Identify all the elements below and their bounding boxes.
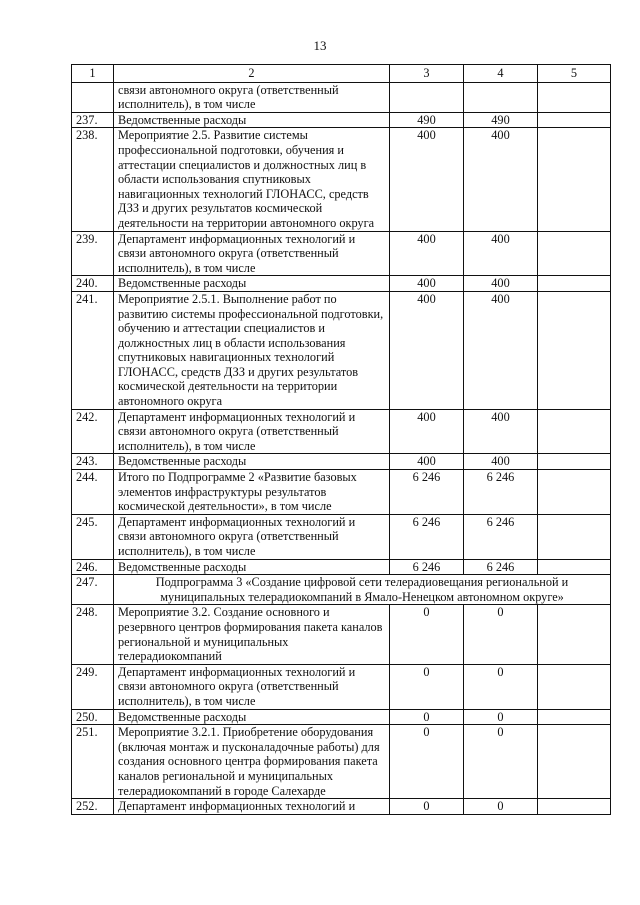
amount-col-3: 400 <box>390 128 464 231</box>
amount-col-4: 0 <box>464 725 538 799</box>
amount-col-5 <box>538 276 611 292</box>
table-row <box>72 605 611 664</box>
table-row <box>72 559 611 575</box>
row-description: Департамент информационных технологий и связи автономного округа (ответственный исполнитель), в том числе <box>114 231 390 276</box>
row-description: Департамент информационных технологий и <box>114 799 390 815</box>
table-row <box>72 276 611 292</box>
amount-col-5 <box>538 470 611 515</box>
amount-col-3 <box>390 82 464 112</box>
table-row <box>72 514 611 559</box>
amount-col-5 <box>538 799 611 815</box>
amount-col-3: 400 <box>390 276 464 292</box>
amount-col-5 <box>538 454 611 470</box>
table-row <box>72 454 611 470</box>
amount-col-3: 0 <box>390 664 464 709</box>
row-number: 242. <box>72 409 114 454</box>
row-description: Департамент информационных технологий и связи автономного округа (ответственный исполнитель), в том числе <box>114 664 390 709</box>
row-number <box>72 82 114 112</box>
amount-col-5 <box>538 409 611 454</box>
column-header-5: 5 <box>538 65 611 83</box>
amount-col-4: 0 <box>464 664 538 709</box>
row-description: Мероприятие 3.2. Создание основного и резервного центров формирования пакета каналов региональной и муниципальных телерадиокомпаний <box>114 605 390 664</box>
amount-col-4: 490 <box>464 112 538 128</box>
row-description: Мероприятие 2.5. Развитие системы профессиональной подготовки, обучения и аттестации специалистов и должностных лиц в области использования спутниковых навигационных технологий ГЛОНАСС, средств ДЗЗ и других результатов космической деятельности на территории автономного округа <box>114 128 390 231</box>
row-number: 247. <box>72 575 114 605</box>
row-number: 245. <box>72 514 114 559</box>
subprogram-heading: Подпрограмма 3 «Создание цифровой сети телерадиовещания региональной и муниципальных телерадиокомпаний в Ямало-Ненецком автономном округе» <box>114 575 611 605</box>
amount-col-4: 6 246 <box>464 514 538 559</box>
amount-col-4: 0 <box>464 709 538 725</box>
amount-col-4: 0 <box>464 799 538 815</box>
row-description: Ведомственные расходы <box>114 454 390 470</box>
amount-col-4 <box>464 82 538 112</box>
row-number: 244. <box>72 470 114 515</box>
amount-col-5 <box>538 112 611 128</box>
amount-col-3: 400 <box>390 454 464 470</box>
amount-col-4: 400 <box>464 128 538 231</box>
row-number: 243. <box>72 454 114 470</box>
row-number: 246. <box>72 559 114 575</box>
row-description: Мероприятие 3.2.1. Приобретение оборудования (включая монтаж и пусконаладочные работы) для создания основного центра формирования пакета каналов региональной и муниципальных телерадиокомпаний в городе Салехарде <box>114 725 390 799</box>
row-number: 248. <box>72 605 114 664</box>
amount-col-3: 6 246 <box>390 559 464 575</box>
amount-col-4: 400 <box>464 409 538 454</box>
amount-col-5 <box>538 82 611 112</box>
row-description: Ведомственные расходы <box>114 559 390 575</box>
table-row <box>72 664 611 709</box>
row-number: 241. <box>72 291 114 409</box>
amount-col-3: 400 <box>390 231 464 276</box>
amount-col-5 <box>538 664 611 709</box>
page-number: 13 <box>313 38 327 53</box>
budget-table <box>71 64 611 815</box>
amount-col-4: 400 <box>464 291 538 409</box>
amount-col-3: 400 <box>390 291 464 409</box>
amount-col-3: 0 <box>390 605 464 664</box>
amount-col-5 <box>538 709 611 725</box>
table-header-row <box>72 65 611 83</box>
table-row <box>72 128 611 231</box>
amount-col-3: 400 <box>390 409 464 454</box>
amount-col-4: 0 <box>464 605 538 664</box>
amount-col-3: 6 246 <box>390 514 464 559</box>
amount-col-5 <box>538 128 611 231</box>
column-header-1: 1 <box>72 65 114 83</box>
row-number: 239. <box>72 231 114 276</box>
table-row <box>72 725 611 799</box>
row-description: Ведомственные расходы <box>114 276 390 292</box>
amount-col-5 <box>538 231 611 276</box>
table-row <box>72 82 611 112</box>
row-description: Департамент информационных технологий и связи автономного округа (ответственный исполнитель), в том числе <box>114 409 390 454</box>
amount-col-3: 0 <box>390 799 464 815</box>
row-description: Итого по Подпрограмме 2 «Развитие базовых элементов инфраструктуры результатов космической деятельности», в том числе <box>114 470 390 515</box>
row-number: 251. <box>72 725 114 799</box>
row-description: Ведомственные расходы <box>114 709 390 725</box>
column-header-3: 3 <box>390 65 464 83</box>
table-row <box>72 799 611 815</box>
row-number: 237. <box>72 112 114 128</box>
amount-col-3: 0 <box>390 725 464 799</box>
amount-col-4: 400 <box>464 454 538 470</box>
amount-col-4: 400 <box>464 231 538 276</box>
table-row <box>72 409 611 454</box>
row-number: 240. <box>72 276 114 292</box>
row-number: 250. <box>72 709 114 725</box>
row-number: 238. <box>72 128 114 231</box>
row-description: Департамент информационных технологий и связи автономного округа (ответственный исполнитель), в том числе <box>114 514 390 559</box>
table-row <box>72 112 611 128</box>
amount-col-3: 6 246 <box>390 470 464 515</box>
table-row <box>72 575 611 605</box>
row-number: 252. <box>72 799 114 815</box>
table-row <box>72 231 611 276</box>
column-header-4: 4 <box>464 65 538 83</box>
amount-col-3: 0 <box>390 709 464 725</box>
amount-col-4: 6 246 <box>464 470 538 515</box>
amount-col-5 <box>538 514 611 559</box>
table-row <box>72 470 611 515</box>
amount-col-4: 6 246 <box>464 559 538 575</box>
column-header-2: 2 <box>114 65 390 83</box>
row-description: Ведомственные расходы <box>114 112 390 128</box>
amount-col-3: 490 <box>390 112 464 128</box>
table-row <box>72 709 611 725</box>
row-description: Мероприятие 2.5.1. Выполнение работ по развитию системы профессиональной подготовки, обучению и аттестации специалистов и должностных лиц в области использования спутниковых навигационных технологий ГЛОНАСС, средств ДЗЗ и других результатов космической деятельности на территории автономного округа <box>114 291 390 409</box>
table-row <box>72 291 611 409</box>
row-description: связи автономного округа (ответственный исполнитель), в том числе <box>114 82 390 112</box>
amount-col-5 <box>538 291 611 409</box>
amount-col-4: 400 <box>464 276 538 292</box>
amount-col-5 <box>538 605 611 664</box>
amount-col-5 <box>538 559 611 575</box>
row-number: 249. <box>72 664 114 709</box>
amount-col-5 <box>538 725 611 799</box>
